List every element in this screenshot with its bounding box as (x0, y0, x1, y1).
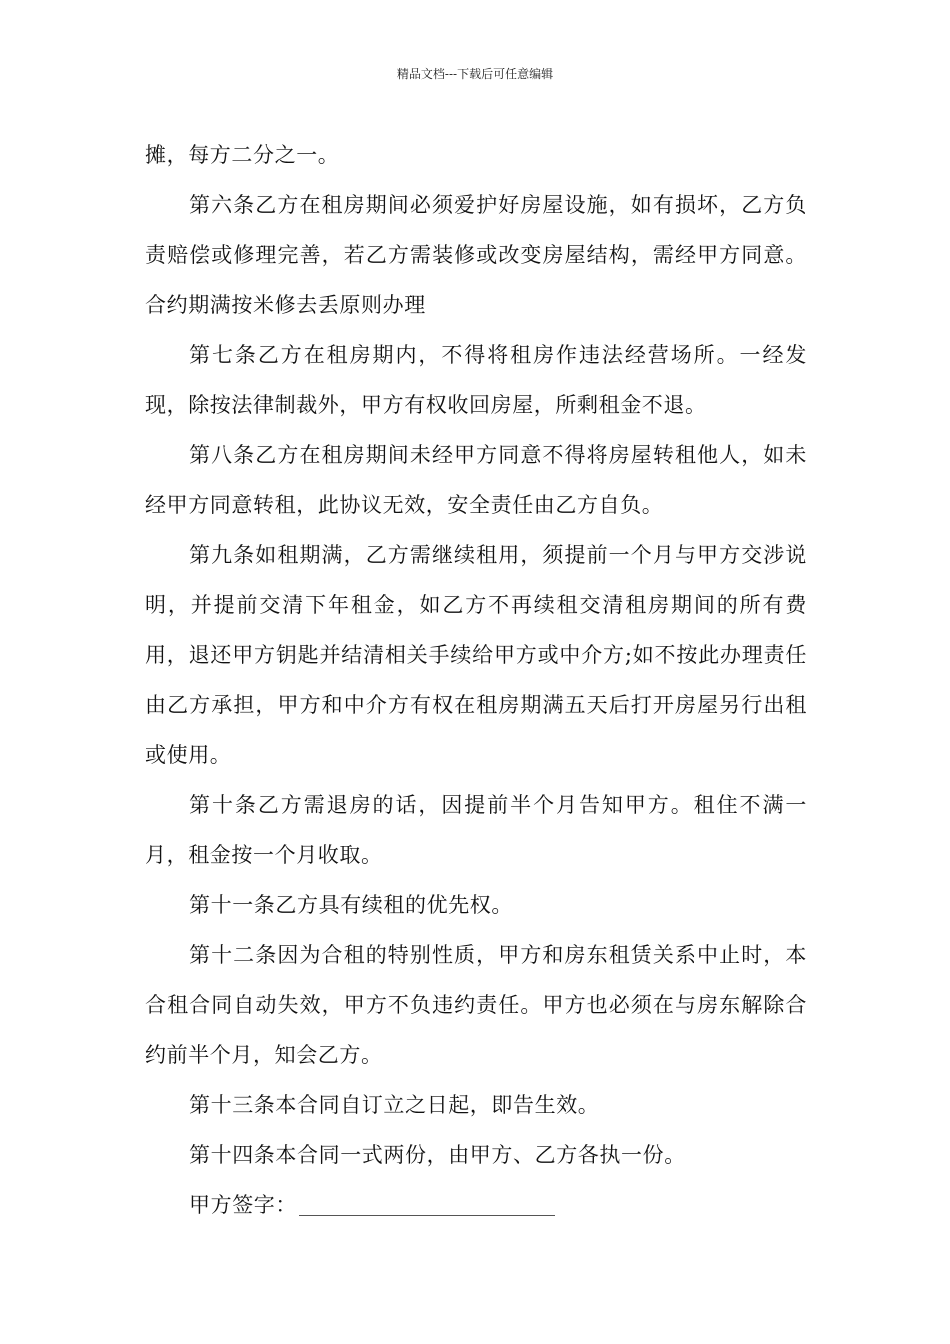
paragraph-article-11: 第十一条乙方具有续租的优先权。 (189, 893, 513, 917)
signature-line (299, 1197, 555, 1216)
paragraph-article-12: 第十二条因为合租的特别性质，甲方和房东租赁关系中止时，本合租合同自动失效，甲方不负违约责任。甲方也必须在与房东解除合约前半个月，知会乙方。 (145, 943, 807, 1067)
paragraph-article-8: 第八条乙方在租房期间未经甲方同意不得将房屋转租他人，如未经甲方同意转租，此协议无效，安全责任由乙方自负。 (145, 443, 807, 517)
paragraph-article-13: 第十三条本合同自订立之日起，即告生效。 (189, 1093, 600, 1117)
page-header: 精品文档---下载后可任意编辑 (396, 67, 554, 81)
paragraph-article-6: 第六条乙方在租房期间必须爱护好房屋设施，如有损坏，乙方负责赔偿或修理完善，若乙方需装修或改变房屋结构，需经甲方同意。合约期满按米修去丢原则办理 (145, 193, 807, 317)
paragraph-continuation: 摊，每方二分之一。 (145, 143, 340, 167)
paragraph-article-9: 第九条如租期满，乙方需继续租用，须提前一个月与甲方交涉说明，并提前交清下年租金，如乙方不再续租交清租房期间的所有费用，退还甲方钥匙并结清相关手续给甲方或中介方;如不按此办理责任由乙方承担，甲方和中介方有权在租房期满五天后打开房屋另行出租或使用。 (145, 543, 807, 767)
paragraph-article-10: 第十条乙方需退房的话，因提前半个月告知甲方。租住不满一月，租金按一个月收取。 (145, 793, 807, 867)
paragraph-article-7: 第七条乙方在租房期内，不得将租房作违法经营场所。一经发现，除按法律制裁外，甲方有权收回房屋，所剩租金不退。 (145, 343, 807, 417)
document-body (145, 130, 807, 1230)
signature-row (145, 1180, 807, 1230)
paragraph-article-14: 第十四条本合同一式两份，由甲方、乙方各执一份。 (189, 1143, 686, 1167)
signature-label: 甲方签字： (189, 1193, 297, 1217)
